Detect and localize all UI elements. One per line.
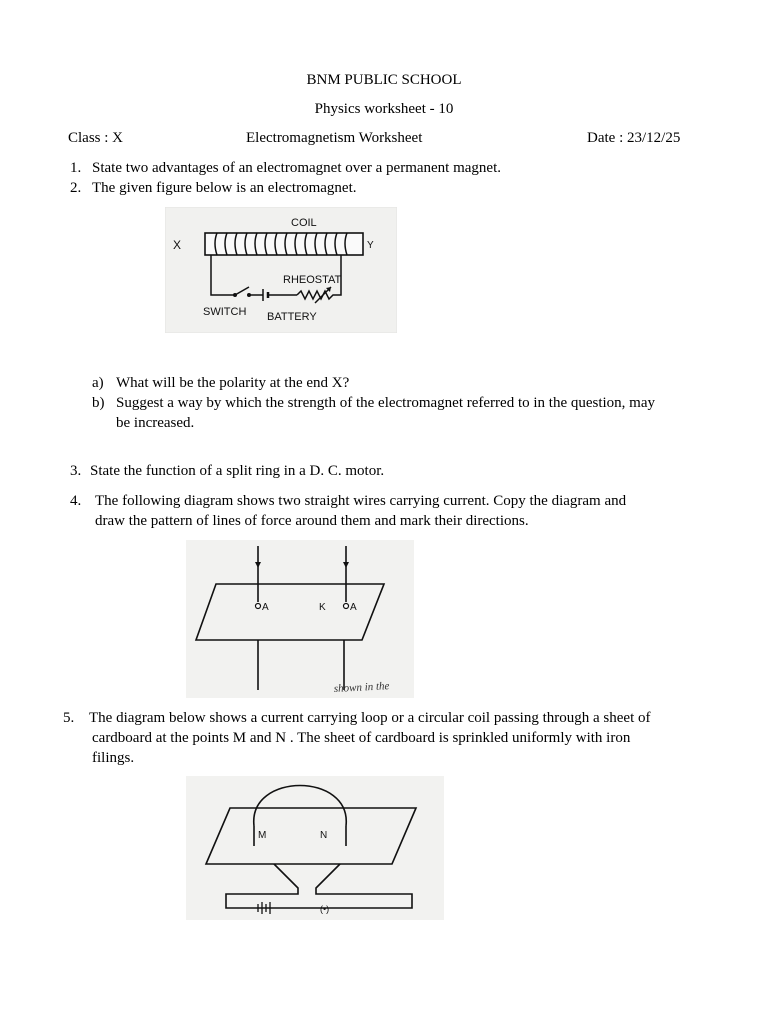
question-2-number: 2. xyxy=(70,180,82,196)
question-4-text: The following diagram shows two straight wires carrying current. Copy the diagram and xyxy=(95,493,627,509)
loop-key-label: (•) xyxy=(320,904,330,914)
question-3-number: 3. xyxy=(70,463,82,479)
question-4-number: 4. xyxy=(70,493,82,509)
battery-label: BATTERY xyxy=(267,311,317,323)
question-5-text-cont: cardboard at the points M and N . The sheet of cardboard is sprinkled uniformly with iron xyxy=(92,730,631,746)
wire-point-a2: A xyxy=(350,602,357,613)
end-y-label: Y xyxy=(367,240,374,251)
question-2a-text: What will be the polarity at the end X? xyxy=(116,375,350,391)
question-2-text: The given figure below is an electromagnet. xyxy=(92,180,357,196)
end-x-label: X xyxy=(173,238,182,252)
question-2b-label: b) xyxy=(92,395,105,411)
wires-figure xyxy=(186,540,414,698)
wires-caption-fragment: shown in the xyxy=(333,680,390,695)
question-2a-label: a) xyxy=(92,375,104,391)
loop-point-m: M xyxy=(258,830,267,841)
loop-point-n: N xyxy=(320,830,328,841)
question-5-number: 5. xyxy=(63,710,75,726)
worksheet-title: Physics worksheet - 10 xyxy=(314,101,454,117)
wire-point-k: K xyxy=(319,602,326,613)
coil-label: COIL xyxy=(291,217,317,229)
loop-figure xyxy=(186,776,444,920)
question-1-number: 1. xyxy=(70,160,82,176)
school-name: BNM PUBLIC SCHOOL xyxy=(306,72,462,88)
topic-title: Electromagnetism Worksheet xyxy=(246,130,423,146)
rheostat-label: RHEOSTAT xyxy=(283,274,342,286)
switch-label: SWITCH xyxy=(203,306,247,318)
question-5-text: The diagram below shows a current carrying loop or a circular coil passing through a sheet of xyxy=(89,710,651,726)
wire-point-a1: A xyxy=(262,602,269,613)
question-2b-text-cont: be increased. xyxy=(116,415,195,431)
question-4-text-cont: draw the pattern of lines of force around them and mark their directions. xyxy=(95,513,529,529)
question-1-text: State two advantages of an electromagnet over a permanent magnet. xyxy=(92,160,501,176)
question-3-text: State the function of a split ring in a D. C. motor. xyxy=(90,463,385,479)
question-2b-text: Suggest a way by which the strength of the electromagnet referred to in the question, may xyxy=(116,395,656,411)
question-5-text-cont2: filings. xyxy=(92,750,135,766)
date-label: Date : 23/12/25 xyxy=(587,130,681,146)
class-label: Class : X xyxy=(68,130,124,146)
electromagnet-figure xyxy=(165,207,397,333)
